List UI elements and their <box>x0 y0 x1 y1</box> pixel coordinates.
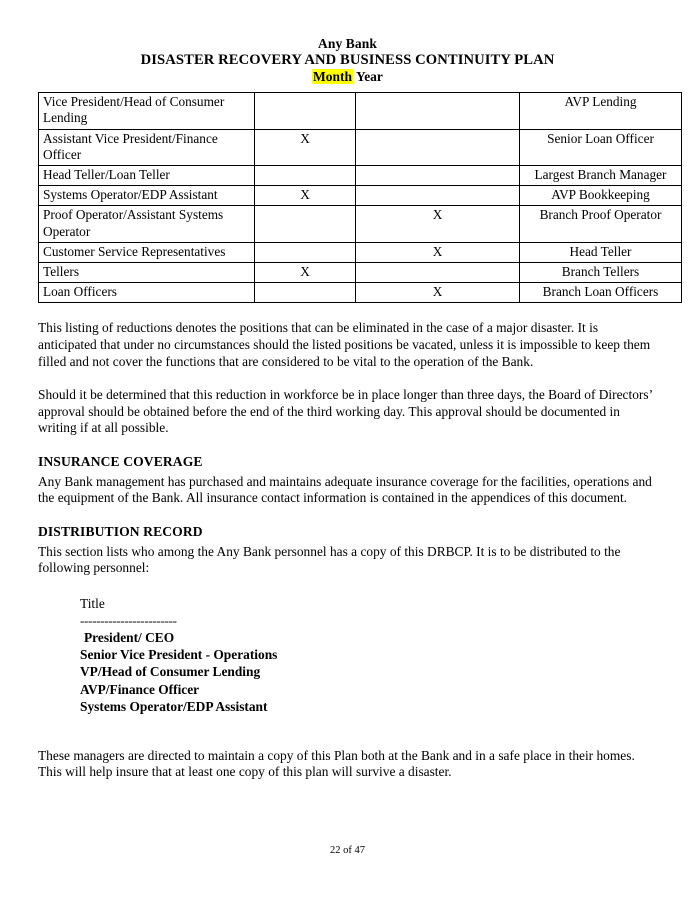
table-row <box>39 263 682 283</box>
distribution-list-header: Title <box>80 595 105 611</box>
cell-role: Systems Operator/EDP Assistant <box>39 186 255 206</box>
document-date-line <box>38 69 657 85</box>
cell-coverage: Branch Loan Officers <box>520 283 682 303</box>
section-heading-insurance: INSURANCE COVERAGE <box>38 453 203 469</box>
paragraph-reductions: This listing of reductions denotes the positions that can be eliminated in the case of a major disaster. It is anticipated that under no circumstances should the listed positions be vacated, unless it is impossible to keep them filled and not cover the functions that are considered to be vital to the operation of the Bank. <box>38 320 651 369</box>
document-title: DISASTER RECOVERY AND BUSINESS CONTINUITY PLAN <box>140 51 555 68</box>
organization-name: Any Bank <box>318 36 377 51</box>
cell-role: Head Teller/Loan Teller <box>39 165 255 185</box>
cell-mark-2 <box>356 165 520 185</box>
table-row <box>39 283 682 303</box>
date-year: Year <box>355 69 383 85</box>
cell-role: Assistant Vice President/Finance Officer <box>39 129 255 165</box>
cell-role: Tellers <box>39 263 255 283</box>
cell-coverage: AVP Bookkeeping <box>520 186 682 206</box>
cell-mark-1 <box>255 93 356 129</box>
paragraph-distribution: This section lists who among the Any Bank personnel has a copy of this DRBCP. It is to be distributed to the following personnel: <box>38 543 621 576</box>
cell-mark-1 <box>255 206 356 242</box>
cell-coverage: Senior Loan Officer <box>520 129 682 165</box>
page-number: 22 of 47 <box>330 845 365 856</box>
cell-coverage: AVP Lending <box>520 93 682 129</box>
section-heading-distribution: DISTRIBUTION RECORD <box>38 523 203 539</box>
cell-mark-2 <box>356 93 520 129</box>
cell-mark-1 <box>255 165 356 185</box>
cell-mark-1 <box>255 242 356 262</box>
cell-role: Proof Operator/Assistant Systems Operator <box>39 206 255 242</box>
cell-mark-1: X <box>255 129 356 165</box>
table-row <box>39 93 682 129</box>
list-item: Senior Vice President - Operations <box>80 647 278 663</box>
position-reduction-table <box>38 92 682 303</box>
table-row <box>39 206 682 242</box>
cell-mark-1: X <box>255 263 356 283</box>
cell-mark-2: X <box>356 283 520 303</box>
table-row <box>39 129 682 165</box>
list-item: AVP/Finance Officer <box>80 681 200 697</box>
cell-coverage: Head Teller <box>520 242 682 262</box>
page-footer <box>0 845 695 856</box>
table-row <box>39 242 682 262</box>
cell-mark-2: X <box>356 242 520 262</box>
distribution-list <box>38 595 657 715</box>
cell-coverage: Largest Branch Manager <box>520 165 682 185</box>
list-item: President/ CEO <box>84 630 175 646</box>
paragraph-closing: These managers are directed to maintain a copy of this Plan both at the Bank and in a safe place in their homes. This will help insure that at least one copy of this plan will survive a disaster. <box>38 747 635 780</box>
paragraph-insurance: Any Bank management has purchased and maintains adequate insurance coverage for the facilities, operations and the equipment of the Bank. All insurance contact information is contained in the appendices of this document. <box>38 473 652 506</box>
cell-role: Vice President/Head of Consumer Lending <box>39 93 255 129</box>
distribution-list-divider: ------------------------ <box>80 612 177 628</box>
cell-mark-1 <box>255 283 356 303</box>
date-month-highlighted: Month <box>313 69 353 85</box>
cell-role: Customer Service Representatives <box>39 242 255 262</box>
cell-mark-1: X <box>255 186 356 206</box>
list-item: Systems Operator/EDP Assistant <box>80 698 268 714</box>
list-item: VP/Head of Consumer Lending <box>80 664 261 680</box>
cell-role: Loan Officers <box>39 283 255 303</box>
cell-mark-2: X <box>356 206 520 242</box>
document-header <box>38 0 657 85</box>
cell-coverage: Branch Proof Operator <box>520 206 682 242</box>
cell-coverage: Branch Tellers <box>520 263 682 283</box>
paragraph-board-approval: Should it be determined that this reduction in workforce be in place longer than three days, the Board of Directors’ approval should be obtained before the end of the third working day. This approval should be documented in writing if at all possible. <box>38 387 653 436</box>
table-row <box>39 186 682 206</box>
cell-mark-2 <box>356 186 520 206</box>
table-row <box>39 165 682 185</box>
cell-mark-2 <box>356 263 520 283</box>
cell-mark-2 <box>356 129 520 165</box>
table-body <box>39 93 682 303</box>
